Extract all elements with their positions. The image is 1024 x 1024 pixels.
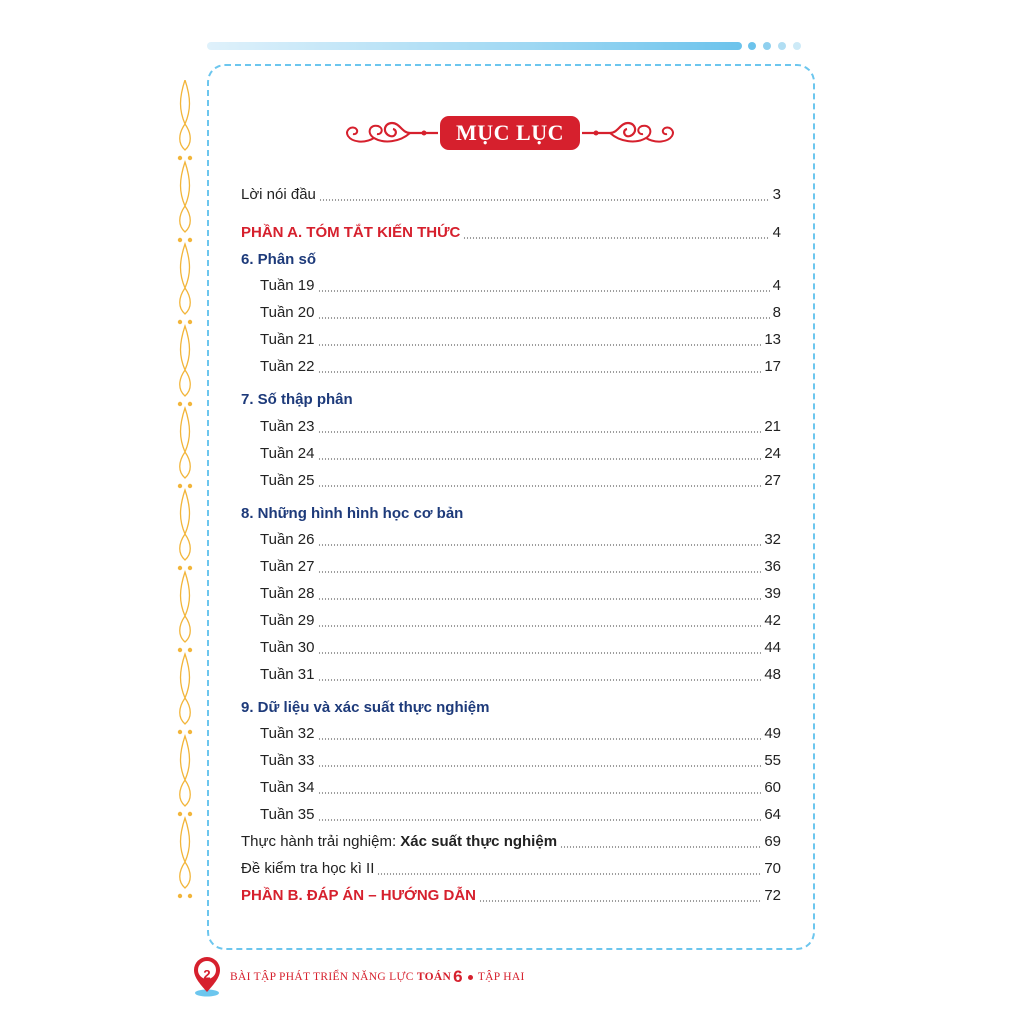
ornament-motif [180,572,191,642]
toc-entry [260,418,781,436]
toc-entry-label: PHẦN B. ĐÁP ÁN – HƯỚNG DẪN [241,887,476,904]
toc-entry-label: 6. Phân số [241,251,317,268]
toc-page-number: 39 [764,585,781,602]
toc-entry-label: Tuần 24 [260,445,315,462]
toc-page-number: 4 [772,277,781,294]
ornament-motif [180,490,191,560]
toc-entry [260,752,781,770]
ornament-dot [188,238,192,242]
dot-leader [318,371,762,373]
toc-chapter [241,391,781,409]
toc-entry-label: Tuần 28 [260,585,315,602]
dot-leader [318,571,762,573]
ornament-dot [178,566,182,570]
ornament-dot [178,156,182,160]
toc-entry [260,277,781,295]
dot-leader [318,738,762,740]
footer-book-title [230,967,525,987]
ornament-dot [188,648,192,652]
dot-leader [318,344,762,346]
toc-entry-label-bold: Xác suất thực nghiệm [400,833,558,850]
toc-part [241,224,781,242]
side-ornament [170,80,200,950]
toc-page-number: 55 [764,752,781,769]
toc-page-number: 64 [764,806,781,823]
footer-subject: TOÁN [416,971,452,983]
toc-entry [241,833,781,851]
ornament-motif [180,326,191,396]
top-decor-dots [748,42,801,50]
toc-page-number: 44 [764,639,781,656]
dot-leader [318,544,762,546]
toc-entry-label: Tuần 26 [260,531,315,548]
dot-leader [318,485,762,487]
toc-chapter [241,505,781,523]
toc-entry [260,666,781,684]
toc-entry-label: Tuần 35 [260,806,315,823]
dot-leader [318,290,770,292]
toc-page-number: 60 [764,779,781,796]
ornament-dot [188,894,192,898]
toc-page-number: 17 [764,358,781,375]
ornament-motif [180,736,191,806]
dot-leader [318,598,762,600]
ornament-dot [178,484,182,488]
toc-chapter [241,699,781,717]
page-title: MỤC LỤC [440,116,580,150]
toc-page-number: 42 [764,612,781,629]
ornament-motif [180,654,191,724]
toc-part [241,887,781,905]
left-flourish-icon [340,118,440,148]
dot-leader [479,900,761,902]
dot-leader [377,873,761,875]
toc-page-number: 69 [764,833,781,850]
toc-entry-label: Tuần 31 [260,666,315,683]
toc-entry-label: Tuần 19 [260,277,315,294]
toc-entry [260,725,781,743]
toc-entry-label: Tuần 27 [260,558,315,575]
ornament-dot [178,812,182,816]
footer-series: BÀI TẬP PHÁT TRIỂN NĂNG LỰC [230,971,414,983]
ornament-motif [180,162,191,232]
ornament-dot [178,402,182,406]
dot-leader [318,679,762,681]
ornament-dot [178,320,182,324]
ornament-dot [188,402,192,406]
toc-entry-label: Đề kiểm tra học kì II [241,860,375,877]
top-decor-bar [207,42,742,50]
toc-entry [241,860,781,878]
dot-leader [318,765,762,767]
toc-page-number: 24 [764,445,781,462]
right-flourish-icon [580,118,680,148]
footer-dot [468,975,473,980]
toc-page-number: 4 [772,224,781,241]
heading-banner [340,112,680,154]
ornament-dot [188,566,192,570]
dot-leader [318,819,762,821]
toc-entry [241,186,781,204]
toc-entry [260,358,781,376]
ornament-dot [188,812,192,816]
toc-page-number: 48 [764,666,781,683]
toc-page-number: 72 [764,887,781,904]
toc-chapter [241,251,781,269]
ornament-motif [180,80,191,150]
toc-entry [260,331,781,349]
toc-entry-label: Tuần 33 [260,752,315,769]
toc-entry-label: Tuần 34 [260,779,315,796]
ornament-motif [180,244,191,314]
page-number: 2 [203,967,211,982]
footer-grade: 6 [453,967,463,986]
toc-entry-label: Tuần 23 [260,418,315,435]
toc-entry [260,531,781,549]
ornament-dot [188,730,192,734]
dot-leader [318,625,762,627]
dot-leader [318,458,762,460]
ornament-dot [188,484,192,488]
toc-entry [260,806,781,824]
toc-entry-label: Lời nói đầu [241,186,316,203]
ornament-dot [178,648,182,652]
toc-page-number: 36 [764,558,781,575]
footer-volume: TẬP HAI [477,971,525,983]
ornament-dot [178,238,182,242]
toc-page-number: 32 [764,531,781,548]
toc-entry-label: PHẦN A. TÓM TẮT KIẾN THỨC [241,224,461,241]
ornament-dot [188,156,192,160]
ornament-dot [188,320,192,324]
dot-leader [463,237,769,239]
dot-leader [318,431,762,433]
toc-entry [260,445,781,463]
toc-entry-label: 8. Những hình hình học cơ bản [241,505,464,522]
toc-entry [260,472,781,490]
toc-entry-label: Tuần 22 [260,358,315,375]
dot-leader [318,792,762,794]
toc-entry-label: Tuần 21 [260,331,315,348]
dot-leader [318,652,762,654]
toc-entry [260,585,781,603]
toc-page-number: 70 [764,860,781,877]
toc-entry [260,779,781,797]
toc-entry-label: Tuần 32 [260,725,315,742]
ornament-dot [178,730,182,734]
toc-page-number: 49 [764,725,781,742]
toc-entry-label: 7. Số thập phân [241,391,353,408]
toc-page-number: 8 [772,304,781,321]
toc-entry-label: 9. Dữ liệu và xác suất thực nghiệm [241,699,490,716]
toc-page-number: 21 [764,418,781,435]
toc-entry-label: Tuần 25 [260,472,315,489]
ornament-motif [180,408,191,478]
toc-entry [260,612,781,630]
toc-entry-label: Tuần 30 [260,639,315,656]
toc-entry [260,558,781,576]
toc-page-number: 3 [772,186,781,203]
toc-page-number: 27 [764,472,781,489]
dot-leader [319,199,770,201]
ornament-dot [178,894,182,898]
page-footer [190,962,525,992]
ornament-motif [180,818,191,888]
toc-entry-label: Tuần 29 [260,612,315,629]
toc-entry [260,639,781,657]
toc-entry-label: Thực hành trải nghiệm: [241,833,401,850]
toc-entry [260,304,781,322]
toc-page-number: 13 [764,331,781,348]
toc-entry-label: Tuần 20 [260,304,315,321]
dot-leader [318,317,770,319]
dot-leader [560,846,761,848]
